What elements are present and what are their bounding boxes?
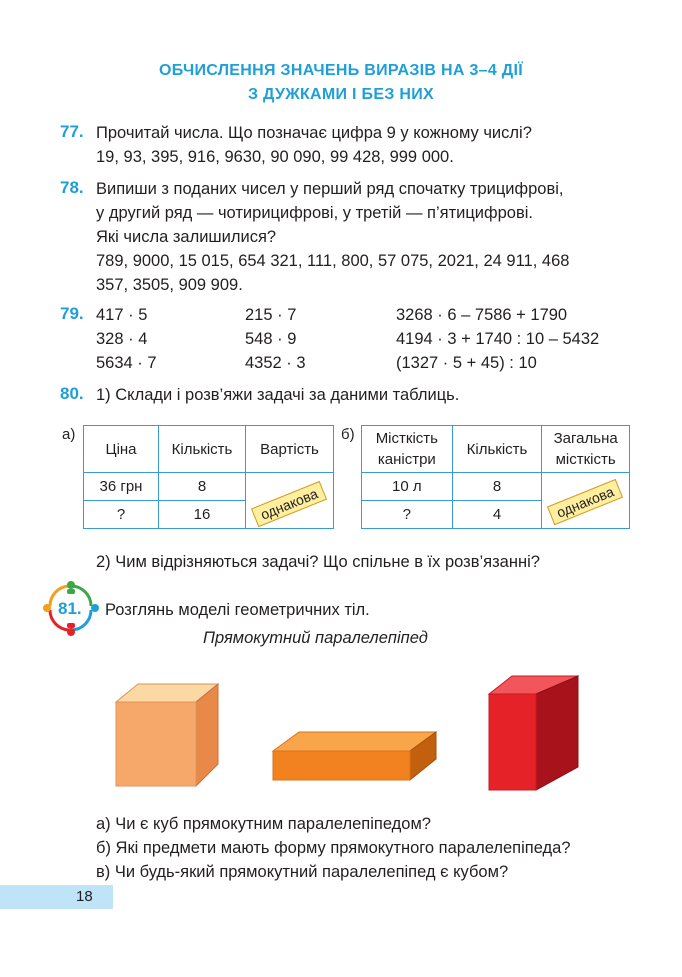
exercise-79-number: 79. bbox=[60, 304, 84, 323]
exercise-78-line-2: у другий ряд — чотирицифрові, у третій — п’ятицифрові. bbox=[96, 204, 533, 222]
ex79-expr: 4352 · 3 bbox=[245, 354, 306, 372]
exercise-81-subtitle: Прямокутний паралелепіпед bbox=[203, 629, 428, 647]
slab-shape bbox=[273, 732, 436, 780]
exercise-81-text: Розглянь моделі геометричних тіл. bbox=[105, 601, 370, 619]
ex79-expr: 3268 · 6 – 7586 + 1790 bbox=[396, 306, 568, 324]
exercise-78-line-5: 357, 3505, 909 909. bbox=[96, 276, 243, 294]
question-c: в) Чи будь-який прямокутний паралелепіпед є кубом? bbox=[96, 863, 509, 881]
table-a-header: Кількість bbox=[159, 426, 246, 473]
ex79-expr: 4194 · 3 + 1740 : 10 – 5432 bbox=[396, 330, 600, 348]
table-a-label: а) bbox=[62, 426, 76, 443]
table-b-label: б) bbox=[341, 426, 355, 443]
question-b: б) Які предмети мають форму прямокутного паралелепіпеда? bbox=[96, 839, 571, 857]
table-b bbox=[361, 425, 630, 529]
exercise-77-number: 77. bbox=[60, 122, 84, 141]
same-stamp-b: однакова bbox=[547, 479, 623, 525]
ex79-expr: 417 · 5 bbox=[96, 306, 148, 324]
ex79-expr: 5634 · 7 bbox=[96, 354, 157, 372]
page-number-bar bbox=[0, 885, 113, 909]
table-a-cell: 36 грн bbox=[84, 473, 159, 501]
page-number: 18 bbox=[76, 888, 93, 905]
exercise-77-text: Прочитай числа. Що позначає цифра 9 у кожному числі? bbox=[96, 124, 532, 142]
table-b-cell: ? bbox=[362, 501, 453, 529]
ex79-expr: 215 · 7 bbox=[245, 306, 297, 324]
table-a bbox=[83, 425, 334, 529]
exercise-80-task-1: 1) Склади і розв’яжи задачі за даними таблиць. bbox=[96, 386, 460, 404]
exercise-81-number: 81. bbox=[58, 599, 82, 618]
ex79-expr: 328 · 4 bbox=[96, 330, 148, 348]
exercise-80-task-2: 2) Чим відрізняються задачі? Що спільне в їх розв’язанні? bbox=[96, 553, 540, 571]
exercise-77-numbers: 19, 93, 395, 916, 9630, 90 090, 99 428, 999 000. bbox=[96, 148, 454, 166]
heading-line-2: З ДУЖКАМИ І БЕЗ НИХ bbox=[247, 86, 435, 103]
table-b-header: Кількість bbox=[452, 426, 542, 473]
exercise-78-line-3: Які числа залишилися? bbox=[96, 228, 277, 246]
question-a: а) Чи є куб прямокутним паралелепіпедом? bbox=[96, 815, 431, 833]
ex79-expr: (1327 · 5 + 45) : 10 bbox=[396, 354, 537, 372]
same-stamp-a: однакова bbox=[251, 481, 327, 527]
table-b-cell: 4 bbox=[452, 501, 542, 529]
ex79-expr: 548 · 9 bbox=[245, 330, 297, 348]
table-b-cell: 8 bbox=[452, 473, 542, 501]
table-a-header: Вартість bbox=[246, 426, 334, 473]
table-a-cell: ? bbox=[84, 501, 159, 529]
exercise-78-line-1: Випиши з поданих чисел у перший ряд спочатку трицифрові, bbox=[96, 180, 564, 198]
cube-shape bbox=[116, 684, 218, 786]
exercise-80-number: 80. bbox=[60, 384, 84, 403]
table-b-header: Загальна місткість bbox=[542, 426, 630, 473]
table-a-header: Ціна bbox=[84, 426, 159, 473]
box-shape bbox=[489, 676, 578, 790]
table-a-cell: 16 bbox=[159, 501, 246, 529]
exercise-78-line-4: 789, 9000, 15 015, 654 321, 111, 800, 57 075, 2021, 24 911, 468 bbox=[96, 252, 570, 270]
table-a-cell: 8 bbox=[159, 473, 246, 501]
geometric-solids bbox=[100, 660, 620, 800]
heading-line-1: ОБЧИСЛЕННЯ ЗНАЧЕНЬ ВИРАЗІВ НА 3–4 ДІЇ bbox=[159, 62, 523, 79]
table-b-cell: 10 л bbox=[362, 473, 453, 501]
table-b-header: Місткість каністри bbox=[362, 426, 453, 473]
exercise-78-number: 78. bbox=[60, 178, 84, 197]
